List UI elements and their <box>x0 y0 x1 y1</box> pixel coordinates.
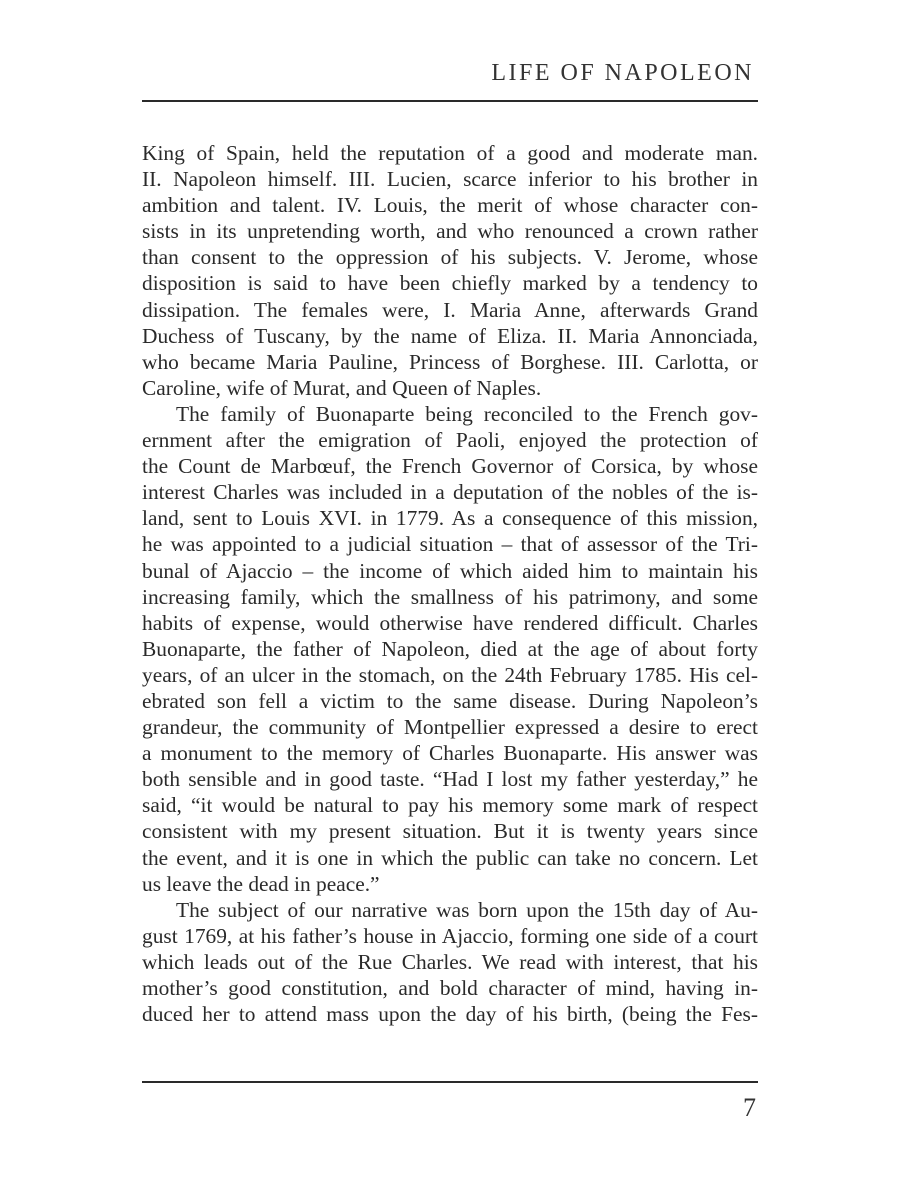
text-line: increasing family, which the smallness of his patrimony, and some <box>142 584 758 609</box>
text-line: ambition and talent. IV. Louis, the merit of whose character con- <box>142 193 758 218</box>
text-line: Buonaparte, the father of Napoleon, died at the age of about forty <box>142 636 758 661</box>
text-line: who became Maria Pauline, Princess of Borghese. III. Carlotta, or <box>142 349 758 374</box>
paragraph-3 <box>142 897 758 1027</box>
text-line: The subject of our narrative was born upon the 15th day of Au- <box>176 897 758 922</box>
text-line: gust 1769, at his father’s house in Ajaccio, forming one side of a court <box>142 923 758 948</box>
text-line: than consent to the oppression of his subjects. V. Jerome, whose <box>142 245 758 270</box>
text-line: II. Napoleon himself. III. Lucien, scarce inferior to his brother in <box>142 167 758 192</box>
text-line: the Count de Marbœuf, the French Governor of Corsica, by whose <box>142 454 758 479</box>
text-line: habits of expense, would otherwise have rendered difficult. Charles <box>142 610 758 635</box>
page-number: 7 <box>743 1093 756 1122</box>
text-line: disposition is said to have been chiefly marked by a tendency to <box>142 271 758 296</box>
text-line: King of Spain, held the reputation of a good and moderate man. <box>142 141 758 165</box>
text-line: mother’s good constitution, and bold character of mind, having in- <box>142 976 758 1000</box>
text-line: dissipation. The females were, I. Maria Anne, afterwards Grand <box>142 297 758 322</box>
text-line: years, of an ulcer in the stomach, on the 24th February 1785. His cel- <box>142 662 758 687</box>
footer-rule <box>142 1081 758 1083</box>
text-line: duced her to attend mass upon the day of his birth, (being the Fes- <box>142 1002 758 1027</box>
text-line: sists in its unpretending worth, and who renounced a crown rather <box>142 219 758 244</box>
text-line: The family of Buonaparte being reconciled to the French gov- <box>176 401 758 426</box>
text-line: grandeur, the community of Montpellier expressed a desire to erect <box>142 715 758 740</box>
text-line: bunal of Ajaccio – the income of which aided him to maintain his <box>142 558 758 583</box>
paragraph-2 <box>142 401 758 897</box>
text-line: consistent with my present situation. But it is twenty years since <box>142 819 758 844</box>
text-line: land, sent to Louis XVI. in 1779. As a consequence of this mission, <box>142 506 758 531</box>
text-line: ernment after the emigration of Paoli, enjoyed the protection of <box>142 428 758 453</box>
text-line: both sensible and in good taste. “Had I lost my father yesterday,” he <box>142 767 758 792</box>
paragraph-1 <box>142 140 758 401</box>
text-line: the event, and it is one in which the public can take no concern. Let <box>142 845 758 870</box>
text-line: said, “it would be natural to pay his memory some mark of respect <box>142 793 758 818</box>
text-line: Caroline, wife of Murat, and Queen of Naples. <box>142 375 542 400</box>
running-head: LIFE OF NAPOLEON <box>491 60 754 86</box>
text-line: interest Charles was included in a deputation of the nobles of the is- <box>142 480 758 505</box>
header-rule <box>142 100 758 102</box>
text-line: ebrated son fell a victim to the same disease. During Napoleon’s <box>142 688 758 713</box>
text-line: Duchess of Tuscany, by the name of Eliza. II. Maria Annonciada, <box>142 323 758 348</box>
text-line: us leave the dead in peace.” <box>142 871 380 896</box>
text-line: a monument to the memory of Charles Buonaparte. His answer was <box>142 741 758 766</box>
body-text <box>142 140 758 1027</box>
text-line: which leads out of the Rue Charles. We read with interest, that his <box>142 949 758 974</box>
text-line: he was appointed to a judicial situation – that of assessor of the Tri- <box>142 532 758 557</box>
